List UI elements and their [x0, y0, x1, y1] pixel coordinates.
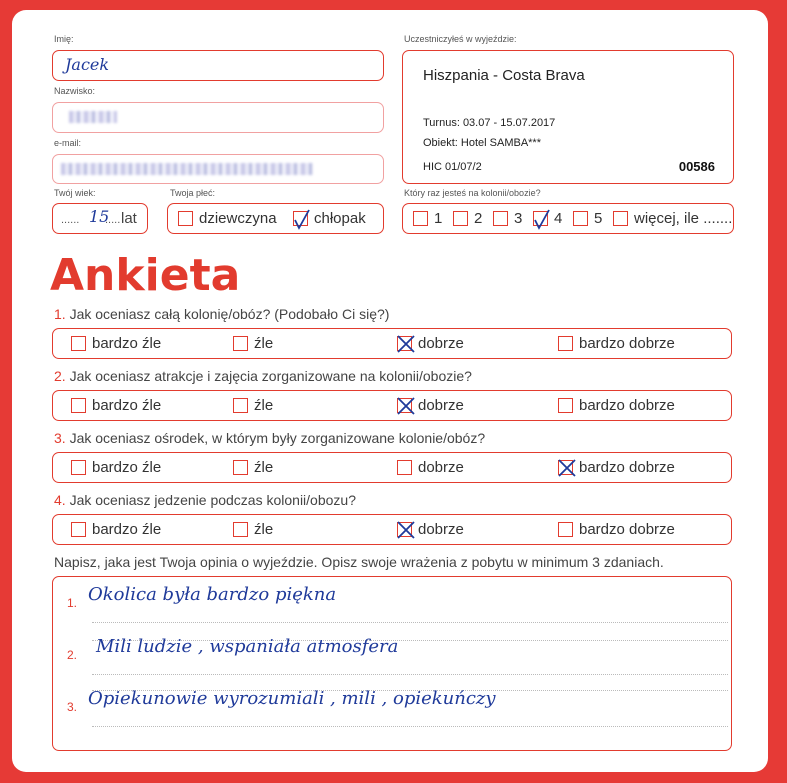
checkbox[interactable]: [558, 522, 573, 537]
survey-title: Ankieta: [50, 250, 241, 301]
check-mark-icon: [556, 457, 578, 479]
opinion-number: 3.: [67, 700, 78, 714]
rating-option[interactable]: bardzo źle: [71, 521, 161, 538]
rating-option[interactable]: bardzo źle: [71, 397, 161, 414]
opinion-line-2: Mili ludzie , wspaniała atmosfera: [96, 636, 399, 657]
name-field[interactable]: [52, 50, 384, 81]
email-field[interactable]: [52, 154, 384, 184]
name-label: Imię:: [54, 34, 74, 44]
question-number: 4.: [54, 492, 66, 508]
checkbox-checked[interactable]: [293, 211, 308, 226]
checkbox[interactable]: [71, 336, 86, 351]
question-text: [54, 306, 389, 322]
rating-option[interactable]: bardzo źle: [71, 459, 161, 476]
rating-option[interactable]: źle: [233, 459, 273, 476]
rating-row: [52, 328, 732, 359]
surname-label: Nazwisko:: [54, 86, 96, 96]
opinion-line-1: Okolica była bardzo piękna: [88, 584, 337, 605]
trip-obiekt: Obiekt: Hotel SAMBA***: [423, 137, 541, 149]
opinion-prompt: Napisz, jaka jest Twoja opinia o wyjeździe. Opisz swoje wrażenia z pobytu w minimum 3 zdaniach.: [54, 554, 664, 570]
redacted-email: [61, 163, 313, 175]
trip-label: Uczestniczyłeś w wyjeździe:: [404, 34, 517, 44]
question-label: Jak oceniasz całą kolonię/obóz? (Podobało Ci się?): [69, 306, 390, 322]
opinion-number: 1.: [67, 596, 78, 610]
checkbox-checked[interactable]: [397, 522, 412, 537]
rating-option[interactable]: bardzo dobrze: [558, 397, 675, 414]
gender-option-boy[interactable]: chłopak: [293, 210, 366, 227]
age-unit: lat: [121, 210, 137, 227]
age-value: 15: [89, 207, 110, 226]
checkbox-checked[interactable]: [558, 460, 573, 475]
times-option-3[interactable]: 3: [493, 210, 522, 227]
gender-label: Twoja płeć:: [170, 188, 216, 198]
check-mark-icon: [291, 208, 313, 230]
age-field[interactable]: ...... 15 ..... lat: [52, 203, 148, 234]
rating-option[interactable]: źle: [233, 397, 273, 414]
rating-option[interactable]: dobrze: [397, 335, 464, 352]
question-label: Jak oceniasz ośrodek, w którym były zorganizowane kolonie/obóz?: [69, 430, 486, 446]
rating-option[interactable]: bardzo dobrze: [558, 335, 675, 352]
check-mark-icon: [531, 208, 553, 230]
question-text: [54, 492, 356, 508]
checkbox[interactable]: [233, 398, 248, 413]
rating-row: [52, 390, 732, 421]
rating-option[interactable]: bardzo źle: [71, 335, 161, 352]
checkbox[interactable]: [71, 398, 86, 413]
checkbox[interactable]: [71, 522, 86, 537]
rating-row: [52, 452, 732, 483]
checkbox[interactable]: [233, 522, 248, 537]
question-label: Jak oceniasz atrakcje i zajęcia zorganizowane na kolonii/obozie?: [69, 368, 472, 384]
question-text: [54, 430, 485, 446]
checkbox-checked[interactable]: [397, 336, 412, 351]
rating-option[interactable]: bardzo dobrze: [558, 521, 675, 538]
gender-field: [167, 203, 384, 234]
times-field: [402, 203, 734, 234]
checkbox[interactable]: [71, 460, 86, 475]
email-label: e-mail:: [54, 138, 82, 148]
trip-destination: Hiszpania - Costa Brava: [423, 67, 585, 84]
question-number: 2.: [54, 368, 66, 384]
times-option-more[interactable]: więcej, ile .......: [613, 210, 732, 227]
rating-option[interactable]: dobrze: [397, 459, 464, 476]
checkbox[interactable]: [397, 460, 412, 475]
survey-form: [12, 10, 768, 772]
surname-field[interactable]: [52, 102, 384, 133]
redacted-surname: [69, 111, 117, 123]
rating-row: [52, 514, 732, 545]
question-number: 1.: [54, 306, 66, 322]
checkbox-checked[interactable]: [397, 398, 412, 413]
checkbox[interactable]: [233, 336, 248, 351]
checkbox[interactable]: [558, 336, 573, 351]
check-mark-icon: [395, 395, 417, 417]
times-option-4[interactable]: 4: [533, 210, 562, 227]
times-option-1[interactable]: 1: [413, 210, 442, 227]
checkbox[interactable]: [233, 460, 248, 475]
trip-turnus: Turnus: 03.07 - 15.07.2017: [423, 117, 556, 129]
rating-option[interactable]: źle: [233, 521, 273, 538]
checkbox-checked[interactable]: [533, 211, 548, 226]
times-label: Który raz jesteś na kolonii/obozie?: [404, 188, 541, 198]
question-text: [54, 368, 472, 384]
check-mark-icon: [395, 333, 417, 355]
trip-box: [402, 50, 734, 184]
checkbox[interactable]: [558, 398, 573, 413]
question-label: Jak oceniasz jedzenie podczas kolonii/obozu?: [69, 492, 356, 508]
rating-option[interactable]: dobrze: [397, 397, 464, 414]
question-number: 3.: [54, 430, 66, 446]
times-option-5[interactable]: 5: [573, 210, 602, 227]
opinion-number: 2.: [67, 648, 78, 662]
name-value: Jacek: [65, 55, 110, 74]
rating-option[interactable]: dobrze: [397, 521, 464, 538]
gender-option-girl[interactable]: dziewczyna: [178, 210, 277, 227]
trip-number: 00586: [678, 159, 715, 174]
checkbox[interactable]: [178, 211, 193, 226]
rating-option[interactable]: źle: [233, 335, 273, 352]
trip-code: HIC 01/07/2: [423, 161, 482, 173]
check-mark-icon: [395, 519, 417, 541]
times-option-2[interactable]: 2: [453, 210, 482, 227]
rating-option[interactable]: bardzo dobrze: [558, 459, 675, 476]
opinion-line-3: Opiekunowie wyrozumiali , mili , opiekuńczy: [88, 688, 496, 709]
age-label: Twój wiek:: [54, 188, 96, 198]
